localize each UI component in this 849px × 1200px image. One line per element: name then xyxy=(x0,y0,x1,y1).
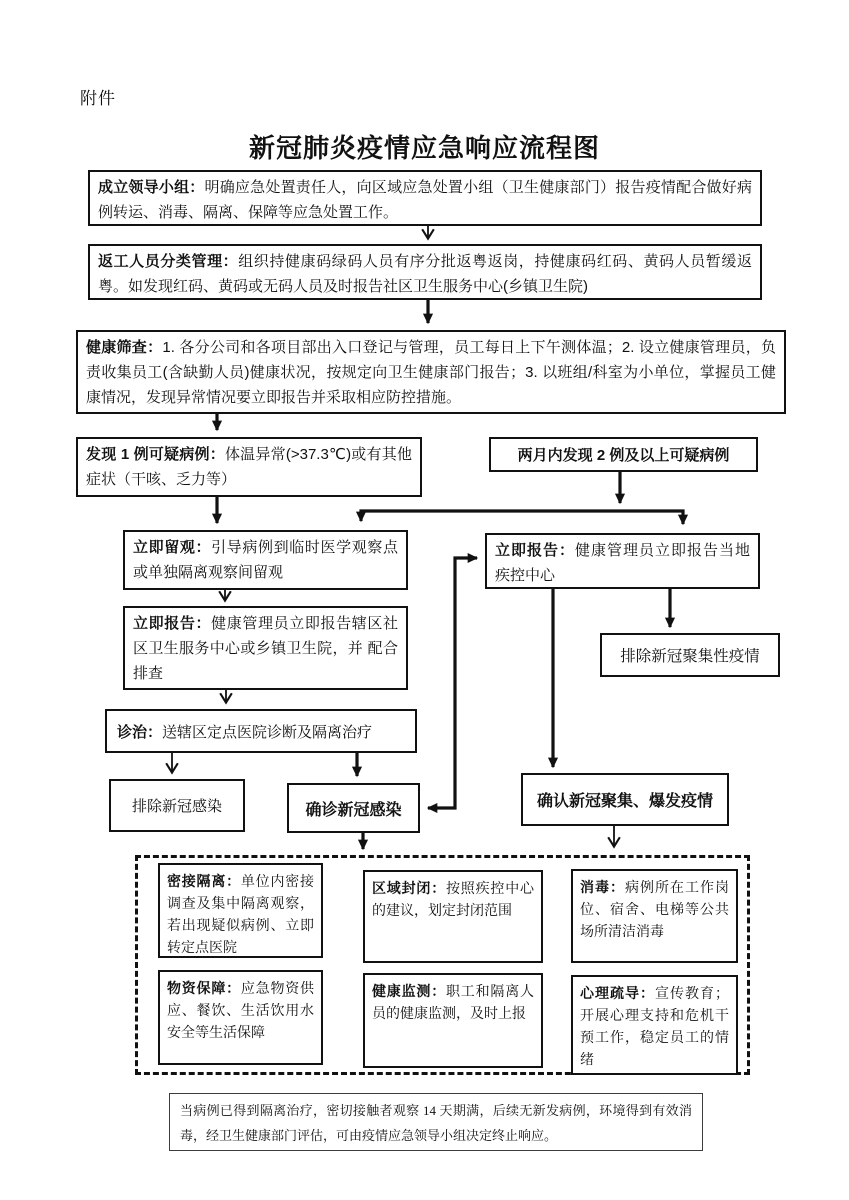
page-title: 新冠肺炎疫情应急响应流程图 xyxy=(248,133,600,163)
node-report-right-label: 立即报告： xyxy=(495,542,575,559)
node-one-case xyxy=(76,437,422,497)
node-lead-group-body: 明确应急处置责任人，向区域应急处置小组（卫生健康部门）报告疫情配合做好病例转运、消毒、隔离、保障等应急处置工作。 xyxy=(98,179,752,221)
node-return-workers-label: 返工人员分类管理： xyxy=(98,253,239,270)
termination-note-body: 当病例已得到隔离治疗，密切接触者观察 14 天期满，后续无新发病例，环境得到有效消毒，经卫生健康部门评估，可由疫情应急领导小组决定终止响应。 xyxy=(180,1103,692,1143)
node-report-left-label: 立即报告： xyxy=(133,615,212,632)
node-close-contact xyxy=(158,863,323,958)
node-exclude-infection-label: 排除新冠感染 xyxy=(131,798,222,815)
node-return-workers xyxy=(88,244,762,300)
node-close-contact-body: 单位内密接调查及集中隔离观察，若出现疑似病例、立即转定点医院 xyxy=(167,875,315,956)
node-supplies-label: 物资保障： xyxy=(167,980,241,996)
arrow-report-right-to-confirm xyxy=(428,690,455,808)
node-psych-support-label: 心理疏导： xyxy=(580,985,655,1001)
node-disinfection xyxy=(571,869,738,963)
node-treat-label: 诊治： xyxy=(117,723,163,741)
node-confirm-infection xyxy=(287,783,420,833)
node-exclude-cluster xyxy=(600,633,780,677)
node-health-monitoring-body: 职工和隔离人员的健康监测，及时上报 xyxy=(372,985,534,1022)
node-health-screening xyxy=(76,330,786,414)
node-observe xyxy=(123,530,408,590)
node-report-right-body: 健康管理员立即报告当地疾控中心 xyxy=(495,542,750,584)
attachment-label: 附件 xyxy=(80,89,116,108)
node-return-workers-body: 组织持健康码绿码人员有序分批返粤返岗，持健康码红码、黄码人员暂缓返粤。如发现红码、黄码或无码人员及时报告社区卫生服务中心(乡镇卫生院) xyxy=(98,253,752,295)
node-exclude-cluster-label: 排除新冠聚集性疫情 xyxy=(620,648,760,665)
node-lead-group xyxy=(88,170,762,226)
node-psych-support-body: 宣传教育；开展心理支持和危机干预工作，稳定员工的情绪 xyxy=(580,987,729,1068)
node-area-closure-label: 区域封闭： xyxy=(372,880,446,896)
node-supplies xyxy=(158,970,323,1065)
node-confirm-infection-label: 确诊新冠感染 xyxy=(305,801,402,819)
node-area-closure xyxy=(363,870,543,963)
node-two-cases xyxy=(489,437,758,472)
node-exclude-infection xyxy=(109,779,245,832)
node-confirm-cluster xyxy=(521,773,729,826)
node-area-closure-body: 按照疾控中心的建议，划定封闭范围 xyxy=(372,882,534,919)
node-health-monitoring-label: 健康监测： xyxy=(372,983,446,999)
node-one-case-label: 发现 1 例可疑病例： xyxy=(86,446,225,463)
node-observe-label: 立即留观： xyxy=(133,539,212,556)
node-treat xyxy=(105,709,417,753)
node-supplies-body: 应急物资供应、餐饮、生活饮用水安全等生活保障 xyxy=(167,982,315,1041)
node-health-screening-label: 健康筛查： xyxy=(86,339,163,356)
node-confirm-cluster-label: 确认新冠聚集、爆发疫情 xyxy=(536,793,713,810)
node-observe-body: 引导病例到临时医学观察点或单独隔离观察间留观 xyxy=(133,539,398,581)
node-health-screening-body: 1. 各分公司和各项目部出入口登记与管理，员工每日上下午测体温；2. 设立健康管理员，负责收集员工(含缺勤人员)健康状况，按规定向卫生健康部门报告；3. 以班组/科室为小单位，掌握员工健康情况，发现异常情况要立即报告并采取相应防控措施。 xyxy=(86,339,776,406)
arrow-two-cases-to-observe xyxy=(361,511,620,521)
arrow-two-cases-to-report-right xyxy=(620,511,683,524)
node-disinfection-body: 病例所在工作岗位、宿舍、电梯等公共场所清洁消毒 xyxy=(580,881,729,940)
node-close-contact-label: 密接隔离： xyxy=(167,873,241,889)
termination-note xyxy=(169,1093,703,1151)
arrow-confirm-to-report-right xyxy=(455,558,477,690)
node-lead-group-label: 成立领导小组： xyxy=(98,179,205,196)
node-one-case-body: 体温异常(>37.3℃)或有其他症状（干咳、乏力等） xyxy=(86,446,412,488)
node-health-monitoring xyxy=(363,973,543,1068)
node-two-cases-label: 两月内发现 2 例及以上可疑病例 xyxy=(517,447,730,464)
node-report-left xyxy=(123,606,408,690)
node-psych-support xyxy=(571,975,738,1075)
node-report-right xyxy=(485,533,760,589)
node-disinfection-label: 消毒： xyxy=(580,879,625,895)
node-report-left-body: 健康管理员立即报告辖区社区卫生服务中心或乡镇卫生院，并 配合排查 xyxy=(133,615,398,682)
node-treat-body: 送辖区定点医院诊断及隔离治疗 xyxy=(162,723,373,741)
